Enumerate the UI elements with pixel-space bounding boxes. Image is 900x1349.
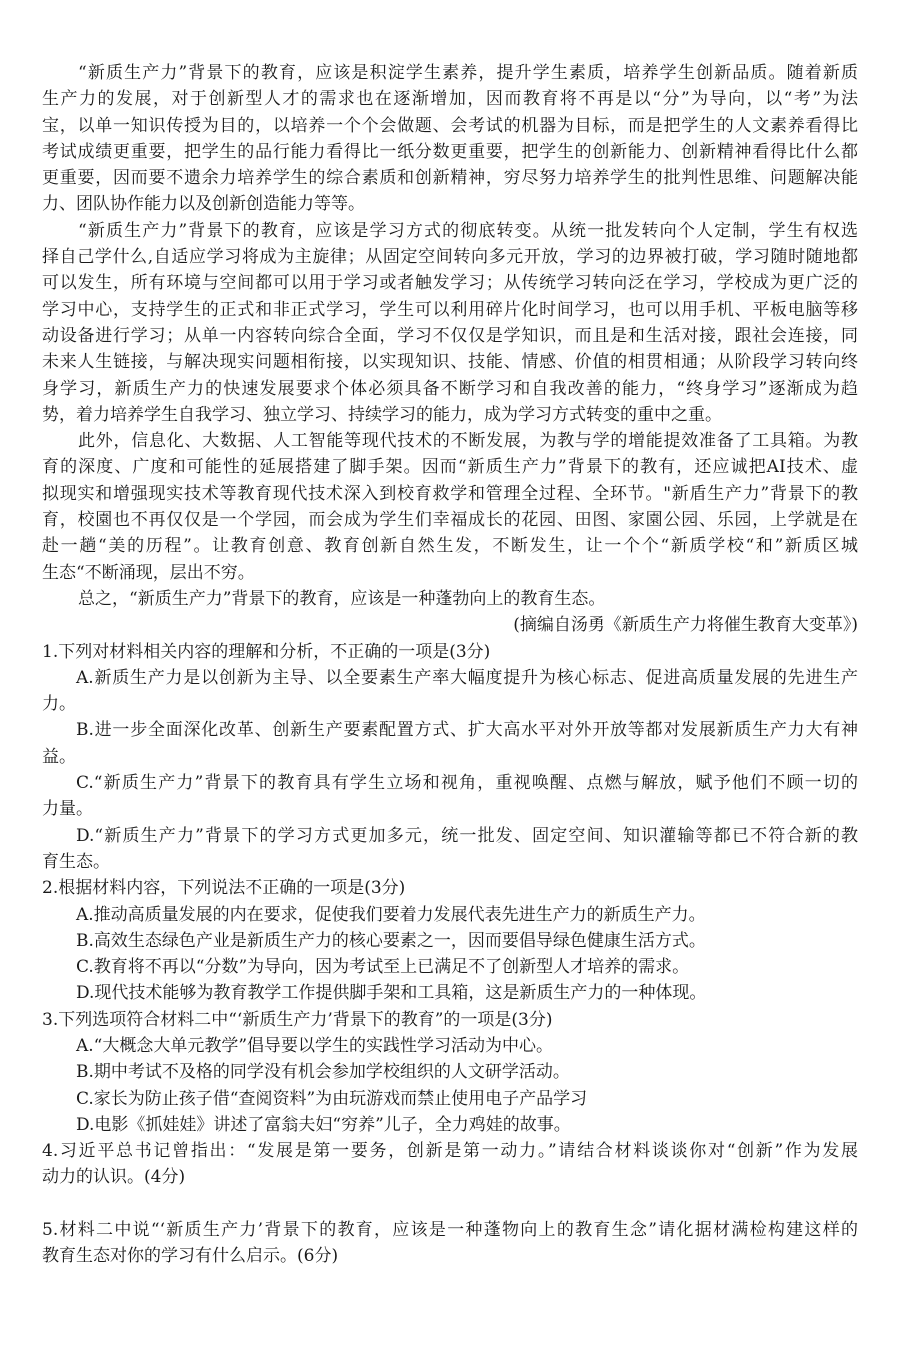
paragraph-line: 更重要，因而要不遗余力培养学生的综合素质和创新精神，穷尽努力培养学生的批判性思维、问题解决能	[42, 168, 858, 189]
citation	[42, 612, 858, 638]
paragraph-line: 可以发生，所有环境与空间都可以用于学习或者触发学习；从传统学习转向泛在学习，学校成为更广泛的	[42, 273, 858, 294]
answer-option	[42, 1112, 858, 1138]
option-line: A.推动高质量发展的内在要求，促使我们要着力发展代表先进生产力的新质生产力。	[76, 904, 706, 925]
paragraph-line: “新质生产力”背景下的教育，应该是积淀学生素养，提升学生素质，培养学生创新品质。随着新质	[78, 63, 858, 83]
option-line: 育生态。	[42, 851, 110, 872]
answer-option	[42, 823, 858, 876]
question-stem: 动力的认识。(4分)	[42, 1167, 186, 1188]
paragraph-line: 育，校園也不再仅仅是一个学园，而会成为学生们幸福成长的花园、田图、家園公园、乐园，上学就是在	[42, 510, 858, 531]
option-line: B.进一步全面深化改革、创新生产要素配置方式、扩大高水平对外开放等都对发展新质生产力大有神	[76, 720, 858, 741]
question	[42, 1007, 858, 1138]
answer-option	[42, 1033, 858, 1059]
question-stem: 4.习近平总书记曾指出：“发展是第一要务，创新是第一动力。”请结合材料谈谈你对“创新”作为发展	[42, 1141, 858, 1162]
passage-paragraph	[42, 218, 858, 428]
paragraph-line: 动设备进行学习；从单一内容转向综合全面，学习不仅仅是学知识，而且是和生活对接，跟社会连接，同	[42, 325, 858, 346]
paragraph-line: 宝，以单一知识传授为目的，以培养一个个会做题、会考试的机器为目标，而是把学生的人文素养看得比	[42, 115, 858, 136]
answer-option	[42, 665, 858, 718]
paragraph-line: “新质生产力”背景下的教育，应该是学习方式的彻底转变。从统一批发转向个人定制，学生有权选	[78, 220, 858, 241]
option-line: C.教育将不再以“分数”为导向，因为考试至上已满足不了创新型人才培养的需求。	[76, 957, 690, 978]
answer-option	[42, 1086, 858, 1112]
option-line: A.“大概念大单元教学”倡导要以学生的实践性学习活动为中心。	[76, 1035, 554, 1056]
option-line: 力。	[42, 694, 76, 715]
paragraph-line: 势，着力培养学生自我学习、独立学习、持续学习的能力，成为学习方式转变的重中之重。	[42, 404, 722, 425]
question-stem: 1.下列对材料相关内容的理解和分析，不正确的一项是(3分)	[42, 641, 491, 662]
option-line: 益。	[42, 746, 76, 767]
answer-option	[42, 980, 858, 1006]
answer-option	[42, 717, 858, 770]
passage-paragraph	[42, 428, 858, 586]
question	[42, 1138, 858, 1217]
option-line: D.电影《抓娃娃》讲述了富翁夫妇“穷养”儿子，全力鸡娃的故事。	[76, 1114, 571, 1135]
answer-space	[42, 1191, 858, 1217]
answer-option	[42, 1059, 858, 1085]
question-stem: 5.材料二中说“‘新质生产力’背景下的教育，应该是一种蓬物向上的教育生念”请化据材满检构建这样的	[42, 1220, 858, 1241]
paragraph-line: 生态“不断涌现，层出不穷。	[42, 562, 255, 583]
exam-document	[42, 60, 858, 1270]
answer-option	[42, 954, 858, 980]
option-line: 力量。	[42, 799, 93, 820]
question-stem: 3.下列选项符合材料二中“‘新质生产力’背景下的教育”的一项是(3分)	[42, 1009, 553, 1030]
paragraph-line: 赴一趟“美的历程”。让教育创意、教育创新自然生发，不断发生，让一个个“新质学校“和”新质区城	[42, 536, 858, 557]
option-line: A.新质生产力是以创新为主导、以全要素生产率大幅度提升为核心标志、促进高质量发展的先进生产	[76, 667, 858, 688]
question-stem: 教育生态对你的学习有什么启示。(6分)	[42, 1246, 339, 1267]
paragraph-line: 总之，“新质生产力”背景下的教育，应该是一种蓬勃向上的教育生态。	[78, 588, 606, 609]
paragraph-line: 育的深度、广度和可能性的延展搭建了脚手架。因而“新质生产力”背景下的教有，还应诚把AI技术、虚	[42, 457, 858, 478]
answer-option	[42, 928, 858, 954]
paragraph-line: 生产力的发展，对于创新型人才的需求也在逐渐增加，因而教育将不再是以“分”为导向，以“考”为法	[42, 89, 858, 110]
option-line: D.“新质生产力”背景下的学习方式更加多元，统一批发、固定空间、知识灌输等都已不符合新的教	[76, 825, 858, 846]
answer-option	[42, 770, 858, 823]
passage-paragraph	[42, 60, 858, 218]
question	[42, 639, 858, 876]
option-line: C.家长为防止孩子借“查阅资料”为由玩游戏而禁止使用电子产品学习	[76, 1088, 588, 1109]
paragraph-line: 力、团队协作能力以及创新创造能力等等。	[42, 194, 365, 215]
paragraph-line: 学习中心，支持学生的正式和非正式学习，学生可以利用碎片化时间学习，也可以用手机、平板电脑等移	[42, 299, 858, 320]
answer-option	[42, 902, 858, 928]
option-line: B.高效生态绿色产业是新质生产力的核心要素之一，因而要倡导绿色健康生活方式。	[76, 930, 706, 951]
option-line: B.期中考试不及格的同学没有机会参加学校组织的人文研学活动。	[76, 1062, 570, 1083]
paragraph-line: 考试成绩更重要，把学生的品行能力看得比一纸分数更重要，把学生的创新能力、创新精神看得比什么都	[42, 141, 858, 162]
question	[42, 875, 858, 1006]
paragraph-line: 身学习，新质生产力的快速发展要求个体必须具备不断学习和自我改善的能力，“终身学习”逐渐成为趋	[42, 378, 858, 399]
question	[42, 1217, 858, 1270]
option-line: C.“新质生产力”背景下的教育具有学生立场和视角，重视唤醒、点燃与解放，赋予他们不顾一切的	[76, 773, 858, 794]
paragraph-line: 择自己学什么,自适应学习将成为主旋律；从固定空间转向多元开放，学习的边界被打破，学习随时随地都	[42, 247, 858, 268]
paragraph-line: 拟现实和增强现实技术等教育现代技术深入到校育救学和管理全过程、全环节。"新盾生产力”背景下的教	[42, 483, 858, 504]
passage-paragraph	[42, 586, 858, 612]
paragraph-line: 此外，信息化、大数据、人工智能等现代技术的不断发展，为教与学的增能提效准备了工具箱。为教	[78, 431, 858, 452]
question-stem: 2.根据材料内容，下列说法不正确的一项是(3分)	[42, 878, 406, 899]
citation-text: (摘编自汤勇《新质生产力将催生教育大变革》)	[513, 615, 858, 636]
paragraph-line: 未来人生链接，与解决现实问题相衔接，以实现知识、技能、情感、价值的相贯相通；从阶段学习转向终	[42, 352, 858, 373]
option-line: D.现代技术能够为教育教学工作提供脚手架和工具箱，这是新质生产力的一种体现。	[76, 983, 707, 1004]
